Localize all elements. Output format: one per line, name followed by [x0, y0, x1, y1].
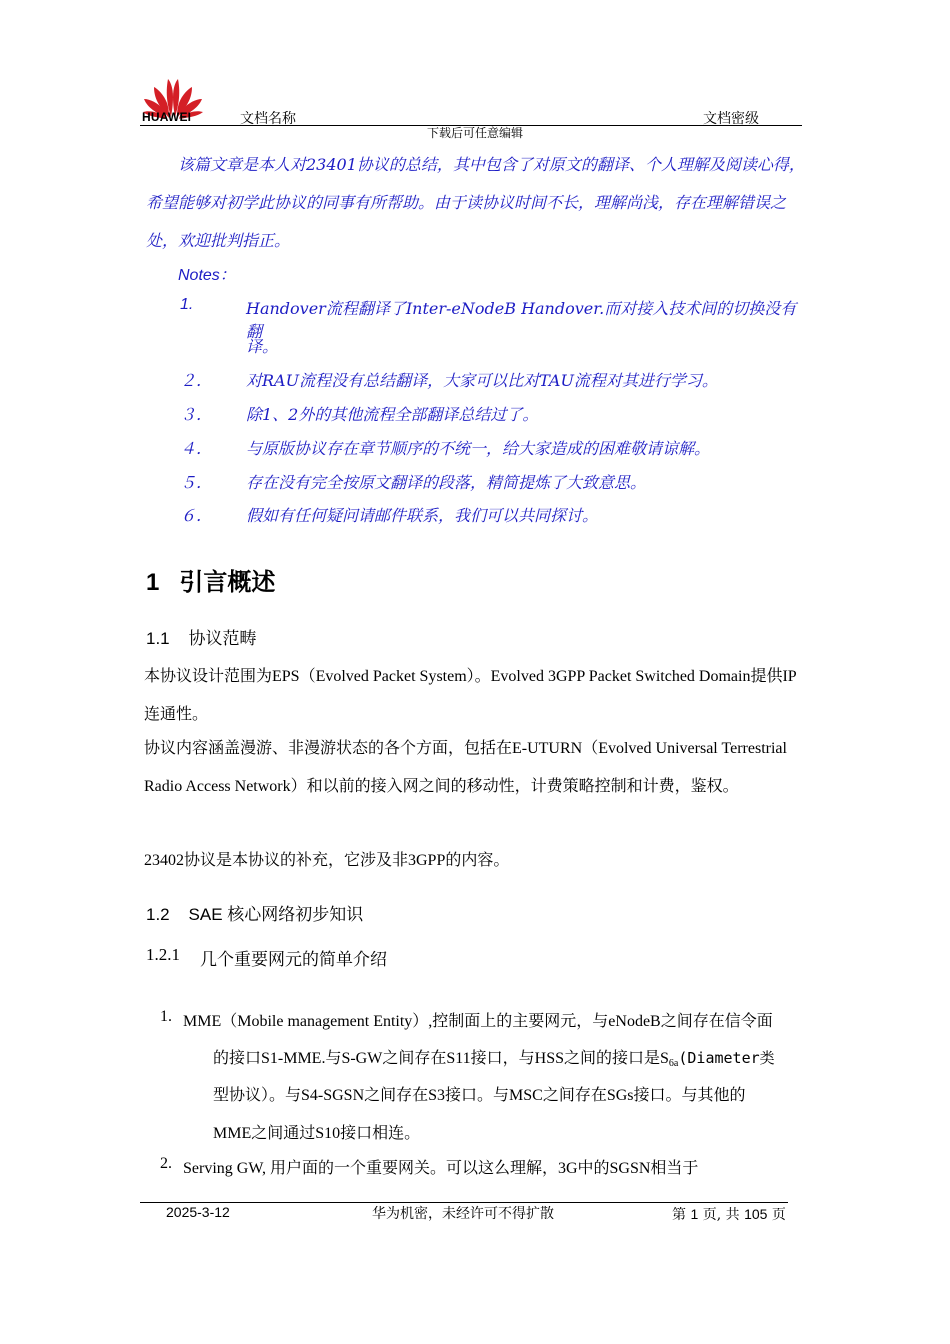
- note-number: ２．: [180, 371, 213, 390]
- subsection-title: 1.2 SAE 核心网络初步知识: [146, 905, 364, 924]
- body-paragraph: 23402协议是本协议的补充，它涉及非3GPP的内容。: [144, 852, 510, 869]
- subsubsection-number: 1.2.1: [146, 945, 180, 964]
- logo-text: HUAWEI: [142, 110, 192, 124]
- list-item-text: Serving GW, 用户面的一个重要网关。可以这么理解，3G中的SGSN相当于: [183, 1160, 699, 1177]
- footer-page-number: [672, 1204, 786, 1224]
- note-text: 存在没有完全按原文翻译的段落，精简提炼了大致意思。: [246, 473, 647, 492]
- note-text: 对RAU流程没有总结翻译，大家可以比对TAU流程对其进行学习。: [246, 371, 718, 390]
- footer-date: 2025-3-12: [166, 1204, 230, 1220]
- note-number: 1.: [180, 296, 194, 313]
- list-item-text-b: 的接口S1-MME.与S-GW之间存在S11接口，与HSS之间的接口是S: [213, 1050, 669, 1067]
- note-text-continued: 译。: [246, 337, 279, 356]
- list-item-number: 1.: [160, 1008, 172, 1025]
- body-paragraph: 协议内容涵盖漫游、非漫游状态的各个方面，包括在E-UTURN（Evolved Universal Terrestrial Radio Access Network）和以前的接入网之间的移动性，计费策略控制和计费，鉴权。: [144, 740, 787, 795]
- note-number: ４．: [180, 439, 213, 458]
- intro-paragraph: 该篇文章是本人对23401协议的总结，其中包含了对原文的翻译、个人理解及阅读心得，希望能够对初学此协议的同事有所帮助。由于读协议时间不长，理解尚浅，存在理解错误之处，欢迎批判指正。: [146, 155, 805, 250]
- list-item-text: MME（Mobile management Entity）,控制面上的主要网元，与eNodeB之间存在信令面: [183, 1013, 773, 1030]
- list-item-text-continued: [213, 1045, 775, 1069]
- page-suffix: 页: [771, 1207, 786, 1223]
- note-number: ３．: [180, 405, 213, 424]
- page-mid: 页, 共: [702, 1207, 740, 1223]
- note-text: 假如有任何疑问请邮件联系，我们可以共同探讨。: [246, 506, 599, 525]
- list-item-text-c: (Diameter类: [678, 1049, 775, 1067]
- notes-label: Notes：: [178, 267, 236, 284]
- doc-secret-label: 文档密级: [703, 110, 759, 126]
- page-total: 105: [744, 1206, 768, 1222]
- subsection-title: 1.1 协议范畴: [146, 629, 257, 648]
- list-item-text-continued: 型协议）。与S4-SGSN之间存在S3接口。与MSC之间存在SGs接口。与其他的: [213, 1087, 746, 1104]
- list-item-number: 2.: [160, 1155, 172, 1172]
- download-note: 下载后可任意编辑: [426, 126, 523, 140]
- list-item-text-continued: MME之间通过S10接口相连。: [213, 1125, 421, 1142]
- section-title: 1 引言概述: [146, 569, 276, 596]
- note-text: 除1、2外的其他流程全部翻译总结过了。: [246, 405, 539, 424]
- subsubsection-title: 几个重要网元的简单介绍: [200, 950, 387, 969]
- note-text: 与原版协议存在章节顺序的不统一，给大家造成的困难敬请谅解。: [246, 439, 711, 458]
- note-number: ５．: [180, 473, 213, 492]
- doc-name-label: 文档名称: [240, 110, 296, 126]
- page-prefix: 第: [672, 1207, 686, 1223]
- interface-subscript: 6a: [668, 1058, 679, 1069]
- note-number: ６．: [180, 506, 213, 525]
- footer-confidential: 华为机密，未经许可不得扩散: [372, 1206, 554, 1222]
- body-paragraph: 本协议设计范围为EPS（Evolved Packet System）。Evolved 3GPP Packet Switched Domain提供IP连通性。: [144, 668, 797, 723]
- page-current: 1: [690, 1206, 699, 1222]
- note-text: Handover流程翻译了Inter-eNodeB Handover.而对接入技术间的切换没有翻: [246, 299, 797, 341]
